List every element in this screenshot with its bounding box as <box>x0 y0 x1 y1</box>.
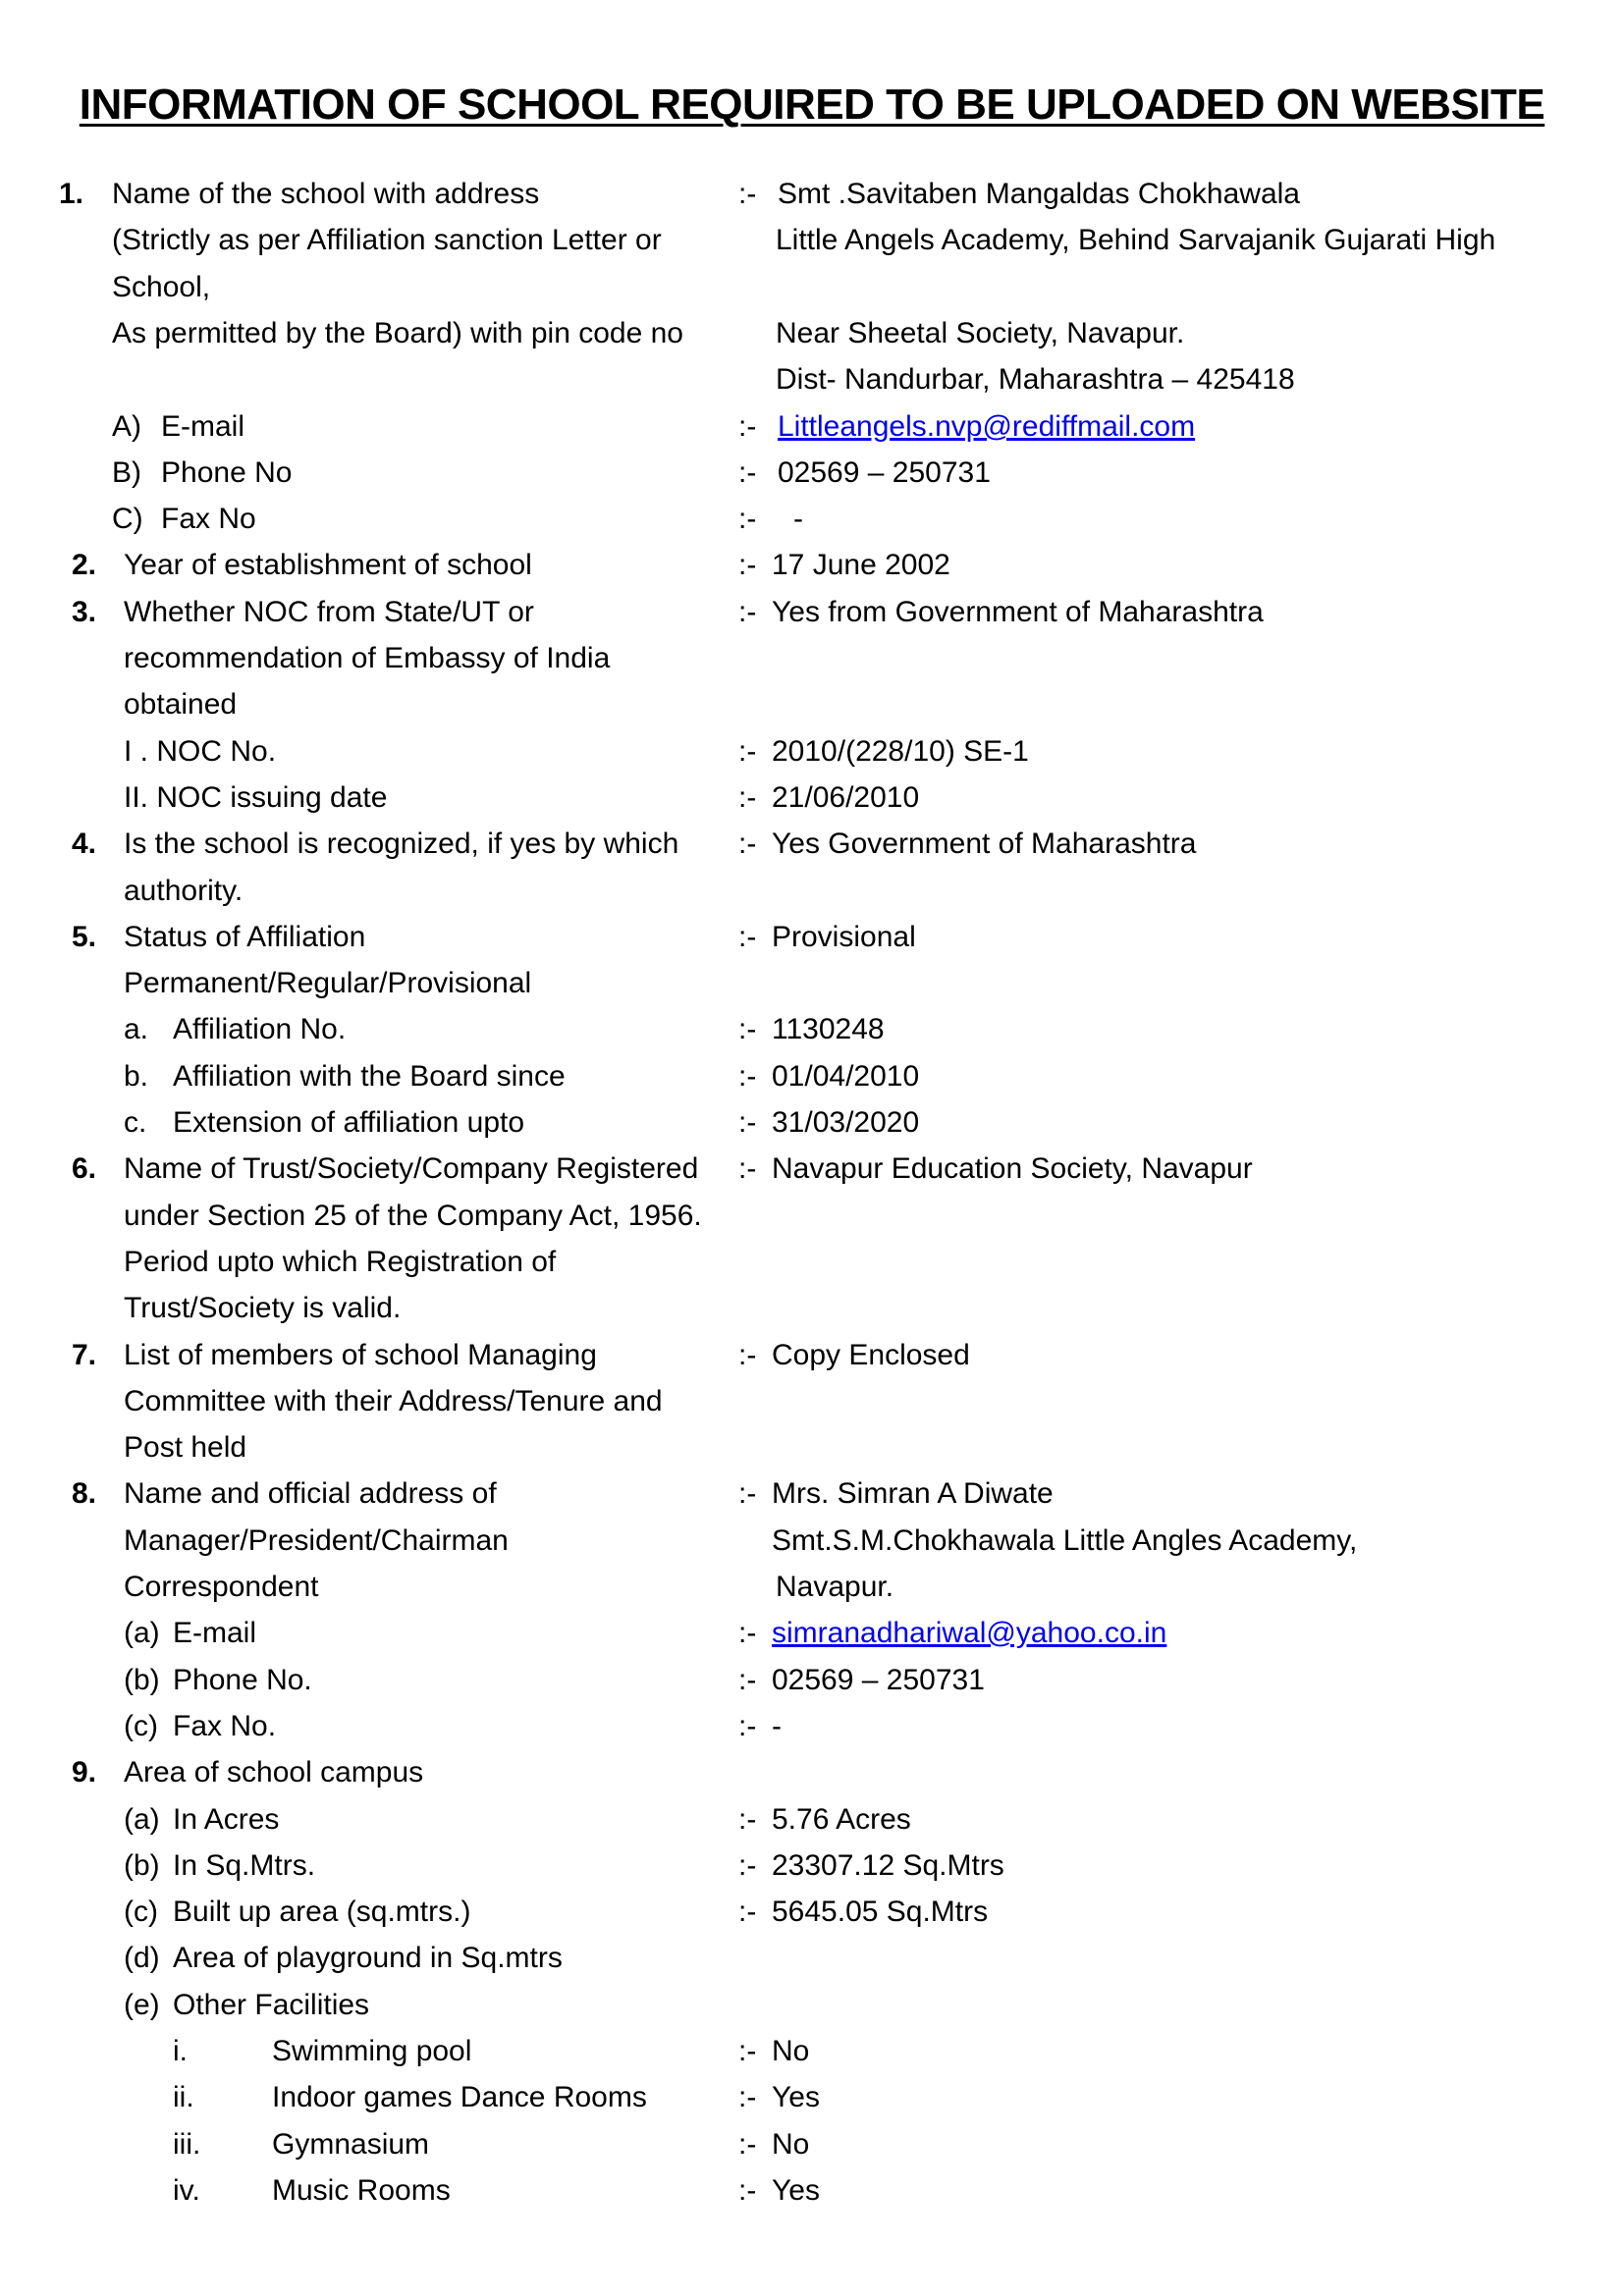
item-number: 4. <box>72 828 97 860</box>
item-number: 6. <box>72 1152 97 1185</box>
field-label: Fax No <box>161 503 256 535</box>
sub-item-marker: B) <box>112 456 141 489</box>
email-link[interactable] <box>778 412 1195 442</box>
field-value: - <box>793 503 803 535</box>
field-label: authority. <box>124 875 244 907</box>
field-value: Yes <box>772 2174 820 2207</box>
separator: :- <box>738 735 757 768</box>
field-value: Yes <box>772 2081 820 2113</box>
separator: :- <box>738 2174 757 2207</box>
field-value: Smt.S.M.Chokhawala Little Angles Academy, <box>772 1524 1358 1557</box>
field-value: 5.76 Acres <box>772 1803 911 1836</box>
roman-marker: iv. <box>173 2174 200 2207</box>
item-number: 7. <box>72 1339 97 1371</box>
item-number: 9. <box>72 1756 97 1789</box>
field-label: Correspondent <box>124 1571 319 1603</box>
field-value: Yes from Government of Maharashtra <box>772 596 1264 628</box>
separator: :- <box>738 1896 757 1928</box>
separator: :- <box>738 1664 757 1696</box>
field-label: In Sq.Mtrs. <box>173 1849 316 1882</box>
field-value: 02569 – 250731 <box>778 456 991 489</box>
field-value: 21/06/2010 <box>772 781 920 814</box>
field-label: Whether NOC from State/UT or <box>124 596 534 628</box>
field-label: (Strictly as per Affiliation sanction Letter or <box>112 224 662 256</box>
roman-marker: iii. <box>173 2128 201 2161</box>
sub-item-marker: c. <box>124 1106 147 1139</box>
field-label: Area of playground in Sq.mtrs <box>173 1942 563 1974</box>
sub-item-marker: (b) <box>124 1849 160 1882</box>
field-label: E-mail <box>173 1617 257 1649</box>
field-label: Swimming pool <box>272 2035 472 2067</box>
separator: :- <box>738 1710 757 1742</box>
separator: :- <box>738 1617 757 1649</box>
sub-item-marker: (c) <box>124 1710 158 1742</box>
sub-item-marker: (a) <box>124 1617 160 1649</box>
field-value: No <box>772 2128 810 2161</box>
separator: :- <box>738 1152 757 1185</box>
sub-item-marker: a. <box>124 1013 149 1045</box>
separator: :- <box>738 1106 757 1139</box>
sub-item-marker: (d) <box>124 1942 160 1974</box>
field-value: 02569 – 250731 <box>772 1664 985 1696</box>
field-value: Little Angels Academy, Behind Sarvajanik Gujarati High <box>776 224 1496 256</box>
field-label: Gymnasium <box>272 2128 430 2161</box>
item-number: 3. <box>72 596 97 628</box>
field-label: E-mail <box>161 410 245 443</box>
item-number: 8. <box>72 1477 97 1510</box>
field-label: As permitted by the Board) with pin code no <box>112 317 683 349</box>
field-label: recommendation of Embassy of India <box>124 642 611 674</box>
field-label: Year of establishment of school <box>124 549 532 581</box>
field-value: Dist- Nandurbar, Maharashtra – 425418 <box>776 363 1295 396</box>
separator: :- <box>738 410 757 443</box>
field-value: Navapur. <box>776 1571 894 1603</box>
field-label: Phone No <box>161 456 293 489</box>
separator: :- <box>738 178 757 210</box>
sub-item-marker: (b) <box>124 1664 160 1696</box>
separator: :- <box>738 2035 757 2067</box>
separator: :- <box>738 921 757 953</box>
field-label: School, <box>112 271 211 303</box>
field-label: Phone No. <box>173 1664 312 1696</box>
roman-marker: ii. <box>173 2081 194 2113</box>
field-label: List of members of school Managing <box>124 1339 597 1371</box>
email-link[interactable] <box>772 1619 1166 1648</box>
field-value: 23307.12 Sq.Mtrs <box>772 1849 1004 1882</box>
field-label: Name and official address of <box>124 1477 497 1510</box>
field-value: Copy Enclosed <box>772 1339 970 1371</box>
field-label: Area of school campus <box>124 1756 424 1789</box>
field-label: Affiliation No. <box>173 1013 347 1045</box>
field-label: In Acres <box>173 1803 280 1836</box>
field-value: - <box>772 1710 782 1742</box>
field-label: Indoor games Dance Rooms <box>272 2081 647 2113</box>
field-label: Committee with their Address/Tenure and <box>124 1385 663 1417</box>
field-value: 17 June 2002 <box>772 549 950 581</box>
field-label: Status of Affiliation <box>124 921 366 953</box>
field-label: Name of Trust/Society/Company Registered <box>124 1152 699 1185</box>
field-label: Permanent/Regular/Provisional <box>124 967 532 999</box>
field-label: Post held <box>124 1431 247 1464</box>
field-value: 1130248 <box>772 1013 885 1045</box>
email-link-anchor[interactable]: Littleangels.nvp@rediffmail.com <box>778 410 1196 443</box>
field-label: Built up area (sq.mtrs.) <box>173 1896 471 1928</box>
field-label: obtained <box>124 688 238 721</box>
field-label: Extension of affiliation upto <box>173 1106 525 1139</box>
separator: :- <box>738 1849 757 1882</box>
item-number: 5. <box>72 921 97 953</box>
field-label: Fax No. <box>173 1710 277 1742</box>
separator: :- <box>738 781 757 814</box>
field-value: 2010/(228/10) SE-1 <box>772 735 1029 768</box>
field-label: Trust/Society is valid. <box>124 1292 402 1324</box>
item-number: 2. <box>72 549 97 581</box>
field-value: No <box>772 2035 810 2067</box>
field-value: Navapur Education Society, Navapur <box>772 1152 1253 1185</box>
field-value: Provisional <box>772 921 916 953</box>
field-label: Affiliation with the Board since <box>173 1060 566 1093</box>
field-label: II. NOC issuing date <box>124 781 388 814</box>
separator: :- <box>738 2128 757 2161</box>
separator: :- <box>738 1013 757 1045</box>
separator: :- <box>738 1477 757 1510</box>
sub-item-marker: (a) <box>124 1803 160 1836</box>
separator: :- <box>738 1803 757 1836</box>
separator: :- <box>738 2081 757 2113</box>
page-title: INFORMATION OF SCHOOL REQUIRED TO BE UPLOADED ON WEBSITE <box>79 80 1545 129</box>
field-label: Name of the school with address <box>112 178 540 210</box>
field-value: 31/03/2020 <box>772 1106 920 1139</box>
field-value: Smt .Savitaben Mangaldas Chokhawala <box>778 178 1300 210</box>
separator: :- <box>738 596 757 628</box>
field-value: Yes Government of Maharashtra <box>772 828 1197 860</box>
separator: :- <box>738 549 757 581</box>
field-label: Period upto which Registration of <box>124 1246 557 1278</box>
item-number: 1. <box>59 178 84 210</box>
field-value: 5645.05 Sq.Mtrs <box>772 1896 989 1928</box>
field-label: Music Rooms <box>272 2174 451 2207</box>
sub-item-marker: b. <box>124 1060 149 1093</box>
sub-item-marker: C) <box>112 503 143 535</box>
field-label: Other Facilities <box>173 1989 370 2021</box>
roman-marker: i. <box>173 2035 188 2067</box>
sub-item-marker: A) <box>112 410 141 443</box>
separator: :- <box>738 1060 757 1093</box>
email-link-anchor[interactable]: simranadhariwal@yahoo.co.in <box>772 1617 1167 1649</box>
sub-item-marker: (c) <box>124 1896 158 1928</box>
field-label: Is the school is recognized, if yes by which <box>124 828 679 860</box>
separator: :- <box>738 1339 757 1371</box>
sub-item-marker: (e) <box>124 1989 160 2021</box>
separator: :- <box>738 503 757 535</box>
field-value: Near Sheetal Society, Navapur. <box>776 317 1185 349</box>
separator: :- <box>738 828 757 860</box>
field-value: 01/04/2010 <box>772 1060 920 1093</box>
field-label: Manager/President/Chairman <box>124 1524 509 1557</box>
field-value: Mrs. Simran A Diwate <box>772 1477 1054 1510</box>
field-label: under Section 25 of the Company Act, 1956. <box>124 1200 702 1232</box>
field-label: I . NOC No. <box>124 735 277 768</box>
separator: :- <box>738 456 757 489</box>
